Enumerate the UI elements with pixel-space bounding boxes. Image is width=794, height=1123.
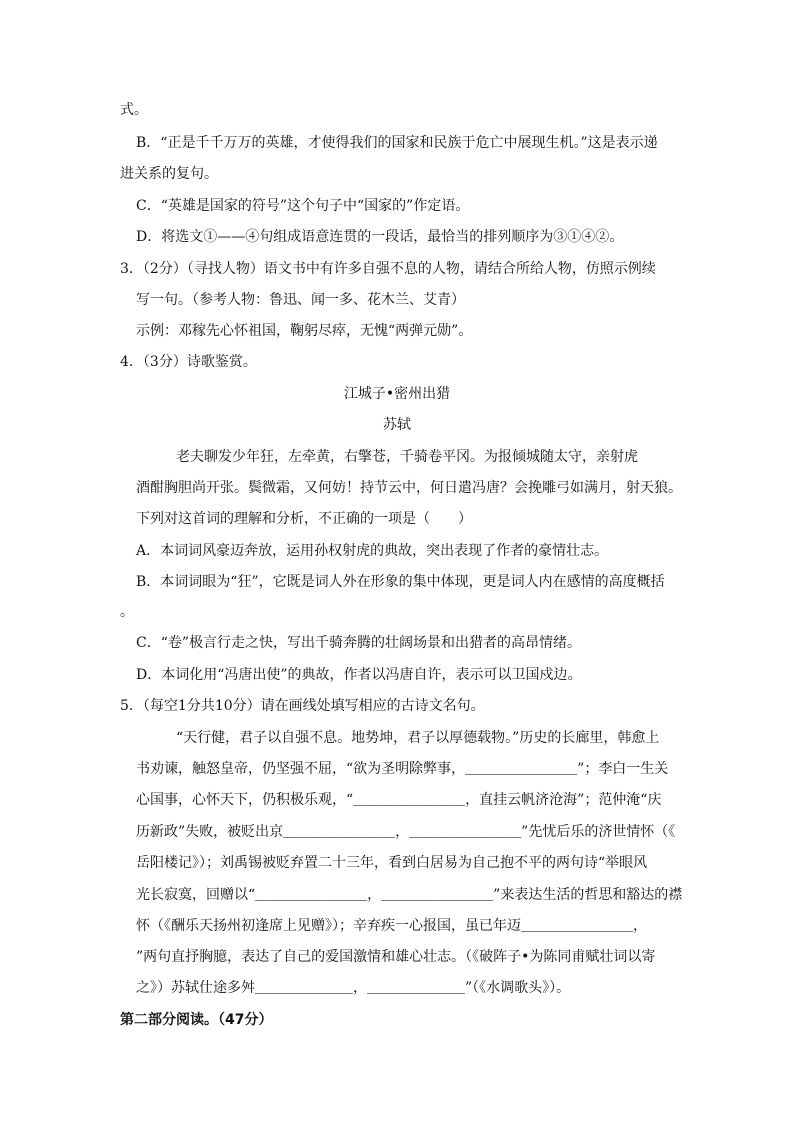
poem-author: 苏轼 xyxy=(383,417,411,433)
question-3-example: 示例：邓稼先心怀祖国，鞠躬尽瘁，无愧“两弹元勋”。 xyxy=(136,323,473,339)
question-5-title: 5．（每空1分共10分）请在画线处填写相应的古诗文名句。 xyxy=(120,698,485,714)
option-b-line2: 进关系的复句。 xyxy=(120,166,218,182)
question-4-title: 4．（3分）诗歌鉴赏。 xyxy=(120,354,257,370)
q4-option-c: C．“卷”极言行走之快，写出千骑奔腾的壮阔场景和出猎者的高昂情绪。 xyxy=(136,635,582,651)
q5-passage-line3: 心国事，心怀天下，仍积极乐观，“＿＿＿＿＿＿＿＿，直挂云帆济沧海”；范仲淹“庆 xyxy=(136,792,662,808)
q5-passage-line6: 光长寂寞，回赠以“＿＿＿＿＿＿＿＿，＿＿＿＿＿＿＿＿”来表达生活的哲思和豁达的襟 xyxy=(136,887,683,903)
question-3-line1: 3．（2分）（寻找人物）语文书中有许多自强不息的人物，请结合所给人物，仿照示例续 xyxy=(120,261,656,277)
option-b-line1: B．“正是千千万万的英雄，才使得我们的国家和民族于危亡中展现生机。”这是表示递 xyxy=(136,135,658,151)
poem-line2: 酒酣胸胆尚开张。鬓微霜，又何妨！持节云中，何日遣冯唐？会挽雕弓如满月，射天狼。 xyxy=(136,480,682,496)
q4-option-b-line2: 。 xyxy=(120,604,134,620)
poem-line1: 老夫聊发少年狂，左牵黄，右擎苍，千骑卷平冈。为报倾城随太守，亲射虎 xyxy=(176,449,638,465)
option-c: C．“英雄是国家的符号”这个句子中“国家的”作定语。 xyxy=(136,198,470,214)
option-d: D．将选文①——④句组成语意连贯的一段话，最恰当的排列顺序为③①④②。 xyxy=(136,229,624,245)
q5-passage-line4: 历新政”失败，被贬出京＿＿＿＿＿＿＿＿，＿＿＿＿＿＿＿＿”先忧后乐的济世情怀（《 xyxy=(136,824,676,840)
q5-passage-line7: 怀（《酬乐天扬州初逢席上见赠》）；辛弃疾一心报国，虽已年迈＿＿＿＿＿＿＿＿， xyxy=(136,918,647,934)
q5-passage-line2: 书劝谏，触怒皇帝，仍坚强不屈，“欲为圣明除弊事，＿＿＿＿＿＿＿＿”；李白一生关 xyxy=(136,761,669,777)
q5-passage-line8: ”两句直抒胸臆，表达了自己的爱国激情和雄心壮志。（《破阵子•为陈同甫赋壮词以寄 xyxy=(136,949,656,965)
question-4-prompt: 下列对这首词的理解和分析，不正确的一项是（ ） xyxy=(136,511,472,527)
q4-option-b-line1: B．本词词眼为“狂”，它既是词人外在形象的集中体现，更是词人内在感情的高度概括 xyxy=(136,574,665,590)
question-3-line2: 写一句。（参考人物：鲁迅、闻一多、花木兰、艾青） xyxy=(136,292,465,308)
poem-title: 江城子•密州出猎 xyxy=(343,386,451,402)
text-line: 式。 xyxy=(120,102,148,118)
q4-option-a: A．本词词风豪迈奔放，运用孙权射虎的典故，突出表现了作者的豪情壮志。 xyxy=(136,543,609,559)
q5-passage-line5: 岳阳楼记》）；刘禹锡被贬弃置二十三年，看到白居易为自己抱不平的两句诗“举眼风 xyxy=(136,855,648,871)
q5-passage-line1: “天行健，君子以自强不息。地势坤，君子以厚德载物。”历史的长廊里，韩愈上 xyxy=(176,730,660,746)
section-2-heading: 第二部分阅读。（47分） xyxy=(120,1012,273,1028)
q5-passage-line9: 之》）苏轼仕途多舛＿＿＿＿＿＿＿，＿＿＿＿＿＿＿”（《水调歌头》）。 xyxy=(136,980,571,996)
q4-option-d: D．本词化用“冯唐出使”的典故，作者以冯唐自许，表示可以卫国戍边。 xyxy=(136,667,582,683)
